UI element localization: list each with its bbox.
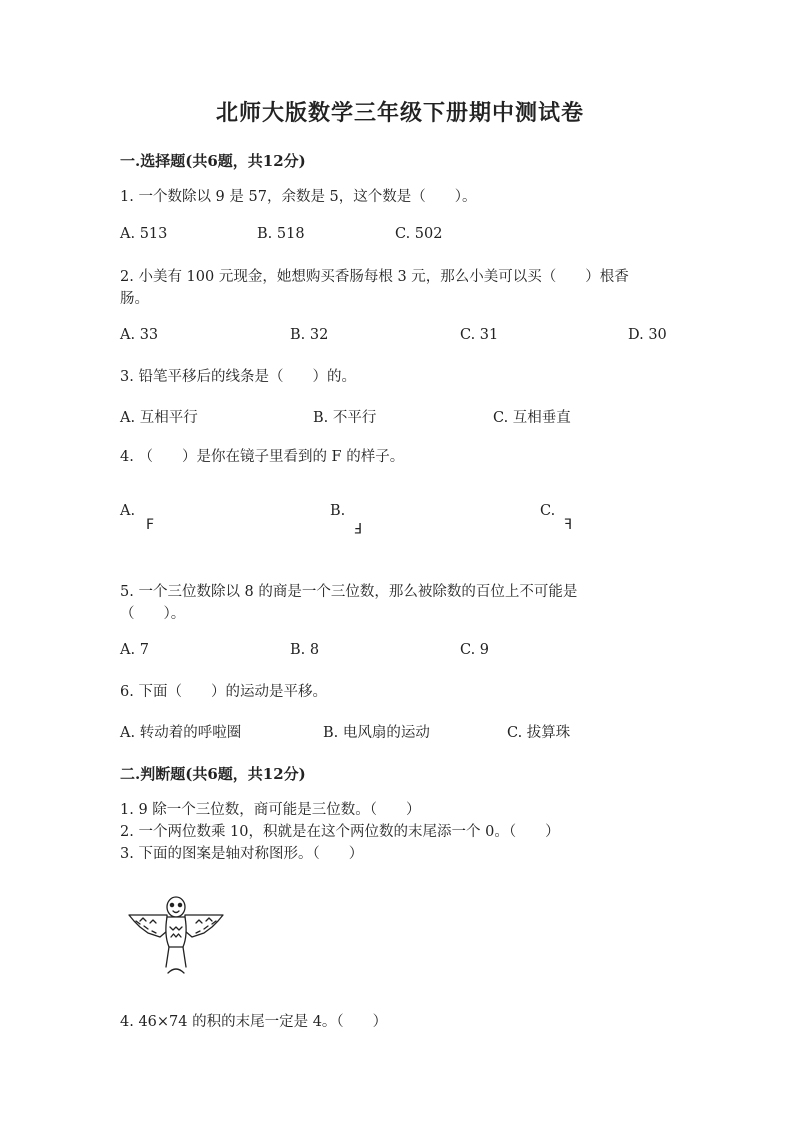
- section-heading-judgement: 二.判断题(共6题，共12分): [120, 765, 306, 783]
- question-5-line-1: 5. 一个三位数除以 8 的商是一个三位数，那么被除数的百位上不可能是: [120, 584, 578, 600]
- q5-option-b: B. 8: [290, 642, 320, 658]
- q1-option-c: C. 502: [395, 226, 443, 242]
- question-4: 4. （ ）是你在镜子里看到的 F 的样子。: [120, 449, 405, 465]
- question-3: 3. 铅笔平移后的线条是（ ）的。: [120, 369, 356, 385]
- q4-figure-c-mirrored-f: F: [564, 517, 573, 533]
- question-2-line-1: 2. 小美有 100 元现金，她想购买香肠每根 3 元，那么小美可以买（ ）根香: [120, 269, 629, 285]
- question-6: 6. 下面（ ）的运动是平移。: [120, 684, 327, 700]
- judgement-2: 2. 一个两位数乘 10，积就是在这个两位数的末尾添一个 0。（ ）: [120, 824, 560, 840]
- q2-option-a: A. 33: [120, 327, 159, 343]
- q3-option-a: A. 互相平行: [120, 410, 198, 426]
- q2-option-b: B. 32: [290, 327, 329, 343]
- q6-option-a: A. 转动着的呼啦圈: [120, 725, 242, 741]
- judgement-4: 4. 46×74 的积的末尾一定是 4。（ ）: [120, 1014, 388, 1030]
- q6-option-c: C. 拔算珠: [507, 725, 571, 741]
- q5-option-c: C. 9: [460, 642, 490, 658]
- q4-figure-b-upside-down-f: F: [354, 519, 363, 535]
- q2-option-d: D. 30: [628, 327, 667, 343]
- question-1: 1. 一个数除以 9 是 57，余数是 5，这个数是（ ）。: [120, 189, 477, 205]
- q3-option-b: B. 不平行: [313, 410, 377, 426]
- section-heading-choice: 一.选择题(共6题，共12分): [120, 152, 306, 170]
- q6-option-b: B. 电风扇的运动: [323, 725, 430, 741]
- q2-option-c: C. 31: [460, 327, 499, 343]
- q4-figure-a-normal-f: F: [146, 517, 155, 533]
- kite-bird-figure: [126, 893, 226, 975]
- judgement-3: 3. 下面的图案是轴对称图形。（ ）: [120, 846, 364, 862]
- q3-option-c: C. 互相垂直: [493, 410, 571, 426]
- q4-option-c: C.: [540, 503, 556, 519]
- q1-option-a: A. 513: [120, 226, 168, 242]
- q4-option-a: A.: [120, 503, 136, 519]
- q4-option-b: B.: [330, 503, 346, 519]
- judgement-1: 1. 9 除一个三位数，商可能是三位数。（ ）: [120, 802, 421, 818]
- page-title: 北师大版数学三年级下册期中测试卷: [215, 100, 584, 126]
- q5-option-a: A. 7: [120, 642, 149, 658]
- q1-option-b: B. 518: [257, 226, 305, 242]
- question-5-line-2: （ ）。: [120, 606, 186, 622]
- question-2-line-2: 肠。: [120, 291, 149, 307]
